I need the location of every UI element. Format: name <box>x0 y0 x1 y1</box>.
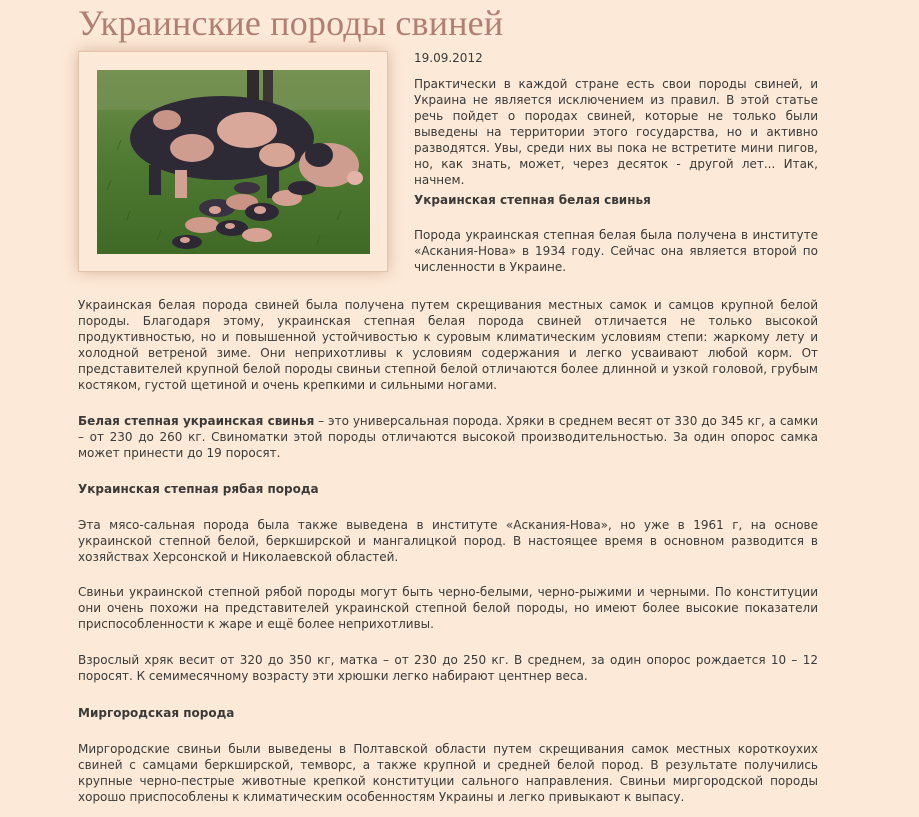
section1-paragraph-1: Порода украинская степная белая была получена в институте «Аскания-Нова» в 1934 году. Сейчас она является второй по численности в Украине. <box>414 228 818 274</box>
intro-paragraph: Практически в каждой стране есть свои породы свиней, и Украина не является исключением из правил. В этой статье речь пойдет о породах свиней, которые не только были выведены на территории этого государства, но и активно разводятся. Увы, среди них вы пока не встретите мини пигов, но, как знать, может, через десяток - другой лет... Итак, начнем. <box>414 77 818 187</box>
pig-photo <box>97 70 370 254</box>
pig-with-piglets-image <box>97 70 370 254</box>
section3-paragraph-1: Миргородские свиньи были выведены в Полтавской области путем скрещивания самок местных короткоухих свиней с самцами беркширской, темворс, а также крупной и средней белой пород. В результате получились крупные черно-пестрые животные крепкой конституции сального направления. Свиньи миргородской породы хорошо приспособлены к климатическим особенностям Украины и легко привыкают к выпасу. <box>78 742 818 804</box>
section2-paragraph-1: Эта мясо-сальная порода была также выведена в институте «Аскания-Нова», но уже в 1961 г, на основе украинской степной белой, беркширской и мангалицкой пород. В настоящее время в основном разводится в хозяйствах Херсонской и Николаевской областей. <box>78 518 818 564</box>
article-date: 19.09.2012 <box>414 51 483 65</box>
section-heading-steppe-white: Украинская степная белая свинья <box>414 193 651 207</box>
photo-frame <box>78 51 388 272</box>
section-heading-steppe-spotted: Украинская степная рябая порода <box>78 482 319 496</box>
paragraph-text: – это универсальная порода. Хряки в среднем весят от 330 до 345 кг, а самки – от 230 до 260 кг. Свиноматки этой породы отличаются высокой производительностью. За один опорос самка может принести до 19 поросят. <box>78 414 818 460</box>
section-heading-mirgorod: Миргородская порода <box>78 706 235 720</box>
section1-paragraph-3 <box>78 413 818 461</box>
section1-paragraph-2: Украинская белая порода свиней была получена путем скрещивания местных самок и самцов крупной белой породы. Благодаря этому, украинская степная белая порода свиней отличается не только высокой продуктивностью, но и повышенной устойчивостью к суровым климатическим условиям степи: жаркому лету и холодной ветреной зиме. Они неприхотливы к условиям содержания и легко усваивают любой корм. От представителей крупной белой породы свиньи степной белой отличаются более длинной и узкой головой, грубым костяком, густой щетиной и очень крепкими и сильными ногами. <box>78 298 818 392</box>
section2-paragraph-3: Взрослый хряк весит от 320 до 350 кг, матка – от 230 до 250 кг. В среднем, за один опорос рождается 10 – 12 поросят. К семимесячному возрасту эти хрюшки легко набирают центнер веса. <box>78 653 818 683</box>
page-title: Украинские породы свиней <box>78 3 504 43</box>
section2-paragraph-2: Свиньи украинской степной рябой породы могут быть черно-белыми, черно-рыжими и черными. По конституции они очень похожи на представителей украинской степной белой породы, но имеют более высокие показатели приспособленности к жаре и ещё более неприхотливы. <box>78 585 818 631</box>
bold-term: Белая степная украинская свинья <box>78 414 315 428</box>
